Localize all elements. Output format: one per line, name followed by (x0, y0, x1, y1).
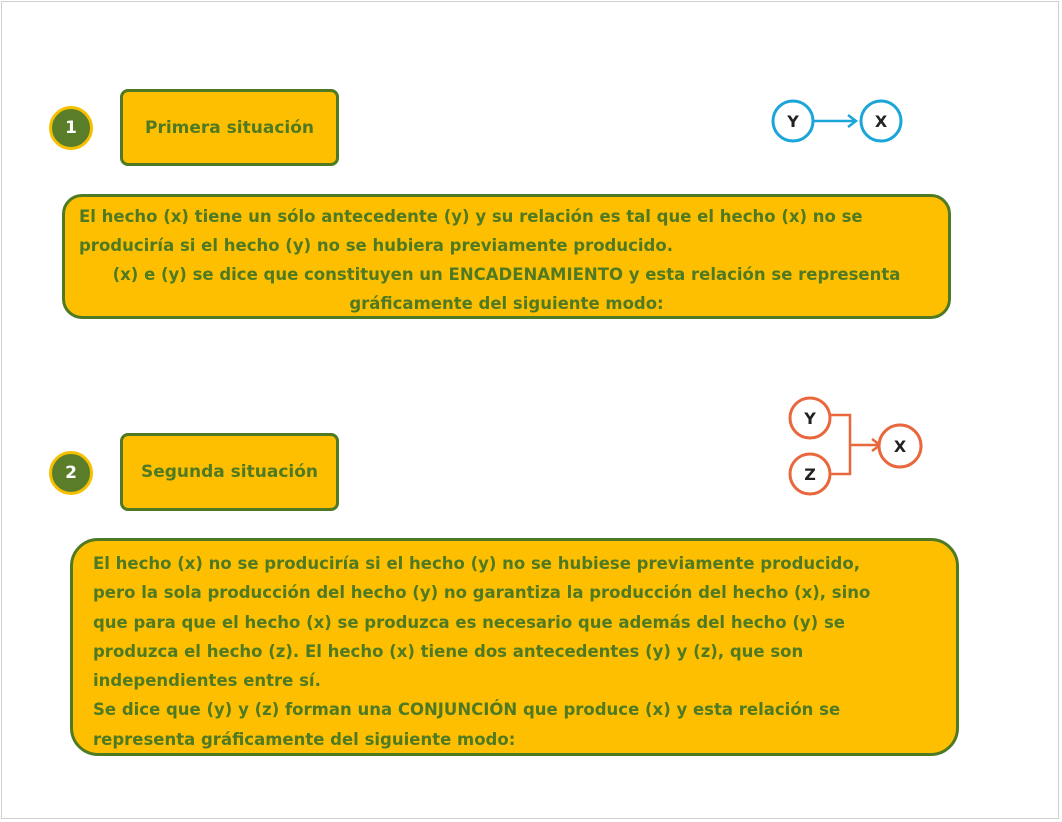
conjunction-node-z-label: Z (804, 465, 816, 484)
conjunction-bracket (830, 415, 850, 474)
situation-1-title-label: Primera situación (144, 117, 315, 138)
situation-2-line-5: independientes entre sí. (93, 671, 321, 691)
situation-2-line-1: El hecho (x) no se produciría si el hecho (y) no se hubiese previamente producido, (93, 554, 860, 573)
chain-diagram (760, 94, 920, 150)
situation-1-title (120, 89, 339, 166)
situation-1-line-2: produciría si el hecho (y) no se hubiera previamente producido. (79, 236, 673, 255)
situation-1-line-3: (x) e (y) se dice que constituyen un ENCADENAMIENTO y esta relación se representa (112, 265, 901, 284)
situation-2-line-7: representa gráficamente del siguiente modo: (93, 729, 516, 749)
situation-2-line-3: que para que el hecho (x) se produzca es necesario que además del hecho (y) se (93, 612, 845, 632)
situation-1-description (62, 194, 951, 319)
situation-2-line-4: produzca el hecho (z). El hecho (x) tiene dos antecedentes (y) y (z), que son (93, 641, 804, 661)
situation-2-description (70, 538, 959, 756)
situation-1-line-1: El hecho (x) tiene un sólo antecedente (y) y su relación es tal que el hecho (x) no se (79, 207, 863, 226)
situation-1-line-4: gráficamente del siguiente modo: (349, 294, 664, 313)
step-number-1: 1 (49, 106, 93, 150)
chain-node-x-label: X (874, 112, 888, 131)
situation-2-line-2: pero la sola producción del hecho (y) no garantiza la producción del hecho (x), sino (93, 583, 871, 603)
chain-node-y-label: Y (787, 112, 799, 131)
situation-2-title-label: Segunda situación (140, 462, 319, 482)
conjunction-node-x-label: X (893, 437, 907, 456)
step-number-2: 2 (49, 451, 93, 495)
situation-2-line-6: Se dice que (y) y (z) forman una CONJUNCIÓN que produce (x) y esta relación se (93, 700, 841, 720)
conjunction-node-y-label: Y (804, 409, 816, 428)
situation-2-title (120, 433, 339, 511)
conjunction-diagram (780, 392, 930, 502)
